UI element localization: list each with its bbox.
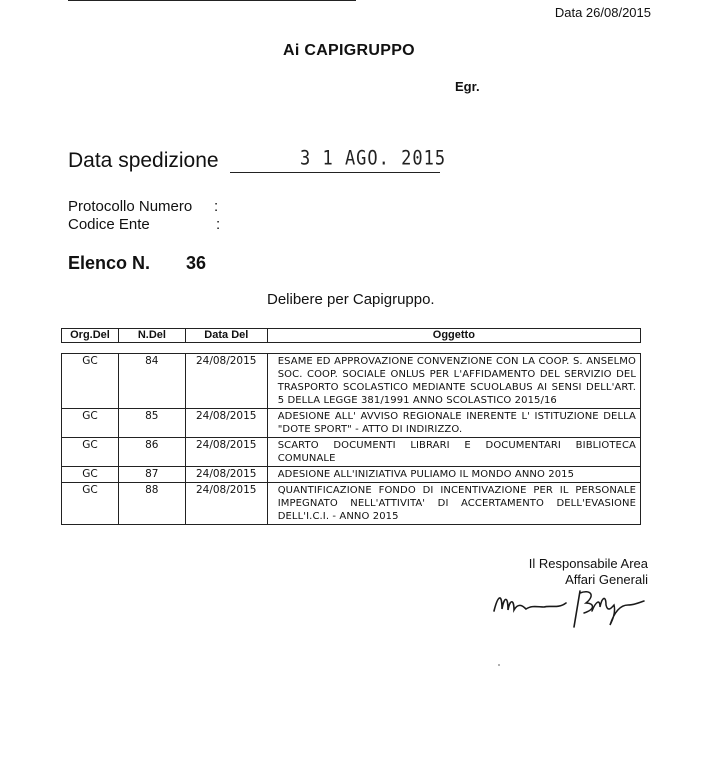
subtitle: Delibere per Capigruppo. xyxy=(267,291,435,308)
cell-oggetto: QUANTIFICAZIONE FONDO DI INCENTIVAZIONE PER IL PERSONALE IMPEGNATO NELL'ATTIVITA' DI ACCERTAMENTO DELL'EVASIONE DELL'I.C.I. - ANNO 2015 xyxy=(267,483,640,525)
cell-org: GC xyxy=(62,467,119,483)
codice-ente-label: Codice Ente xyxy=(68,216,150,233)
cell-date: 24/08/2015 xyxy=(185,438,267,467)
table-row xyxy=(62,409,641,438)
column-header-org: Org.Del xyxy=(62,329,119,343)
responsabile-line-2: Affari Generali xyxy=(565,572,648,587)
document-date: Data 26/08/2015 xyxy=(554,5,651,20)
document-title: Ai CAPIGRUPPO xyxy=(283,42,415,59)
table-header xyxy=(61,328,641,343)
table-row xyxy=(62,354,641,409)
codice-ente-colon: : xyxy=(216,216,221,233)
responsabile-line-1: Il Responsabile Area xyxy=(528,556,648,571)
data-spedizione-label: Data spedizione xyxy=(68,149,219,172)
salutation: Egr. xyxy=(455,79,480,94)
data-spedizione-stamp: 3 1 AGO. 2015 xyxy=(300,147,447,170)
scan-speck xyxy=(498,664,500,666)
cell-org: GC xyxy=(62,483,119,525)
cell-date: 24/08/2015 xyxy=(185,354,267,409)
cell-oggetto: ESAME ED APPROVAZIONE CONVENZIONE CON LA COOP. S. ANSELMO SOC. COOP. SOCIALE ONLUS PER L'AFFIDAMENTO DEL SERVIZIO DEL TRASPORTO SCOLASTICO MEDIANTE SCUOLABUS AI SENSI DELL'ART. 5 DELLA LEGGE 381/1991 ANNO SCOLASTICO 2015/16 xyxy=(267,354,640,409)
cell-num: 87 xyxy=(118,467,185,483)
table-row xyxy=(62,467,641,483)
protocollo-colon: : xyxy=(214,198,219,215)
delibere-table xyxy=(61,353,641,525)
protocollo-numero-label: Protocollo Numero xyxy=(68,198,193,215)
table-row xyxy=(62,483,641,525)
cell-oggetto: ADESIONE ALL'INIZIATIVA PULIAMO IL MONDO ANNO 2015 xyxy=(267,467,640,483)
cell-date: 24/08/2015 xyxy=(185,467,267,483)
handwritten-signature xyxy=(488,583,648,633)
cell-date: 24/08/2015 xyxy=(185,483,267,525)
table-row xyxy=(62,438,641,467)
column-header-num: N.Del xyxy=(118,329,185,343)
cell-org: GC xyxy=(62,409,119,438)
data-spedizione-line xyxy=(230,172,440,173)
cell-oggetto: SCARTO DOCUMENTI LIBRARI E DOCUMENTARI BIBLIOTECA COMUNALE xyxy=(267,438,640,467)
cell-org: GC xyxy=(62,438,119,467)
cell-num: 86 xyxy=(118,438,185,467)
elenco-label: Elenco N. xyxy=(68,253,151,273)
cell-oggetto: ADESIONE ALL' AVVISO REGIONALE INERENTE L' ISTITUZIONE DELLA "DOTE SPORT" - ATTO DI INDIRIZZO. xyxy=(267,409,640,438)
elenco-number: 36 xyxy=(186,253,207,273)
elenco-heading xyxy=(68,253,206,274)
column-header-date: Data Del xyxy=(185,329,267,343)
cell-date: 24/08/2015 xyxy=(185,409,267,438)
cell-num: 84 xyxy=(118,354,185,409)
column-header-oggetto: Oggetto xyxy=(267,329,640,343)
cell-num: 85 xyxy=(118,409,185,438)
cell-org: GC xyxy=(62,354,119,409)
cell-num: 88 xyxy=(118,483,185,525)
top-rule xyxy=(68,0,356,1)
protocollo-block xyxy=(68,198,238,234)
